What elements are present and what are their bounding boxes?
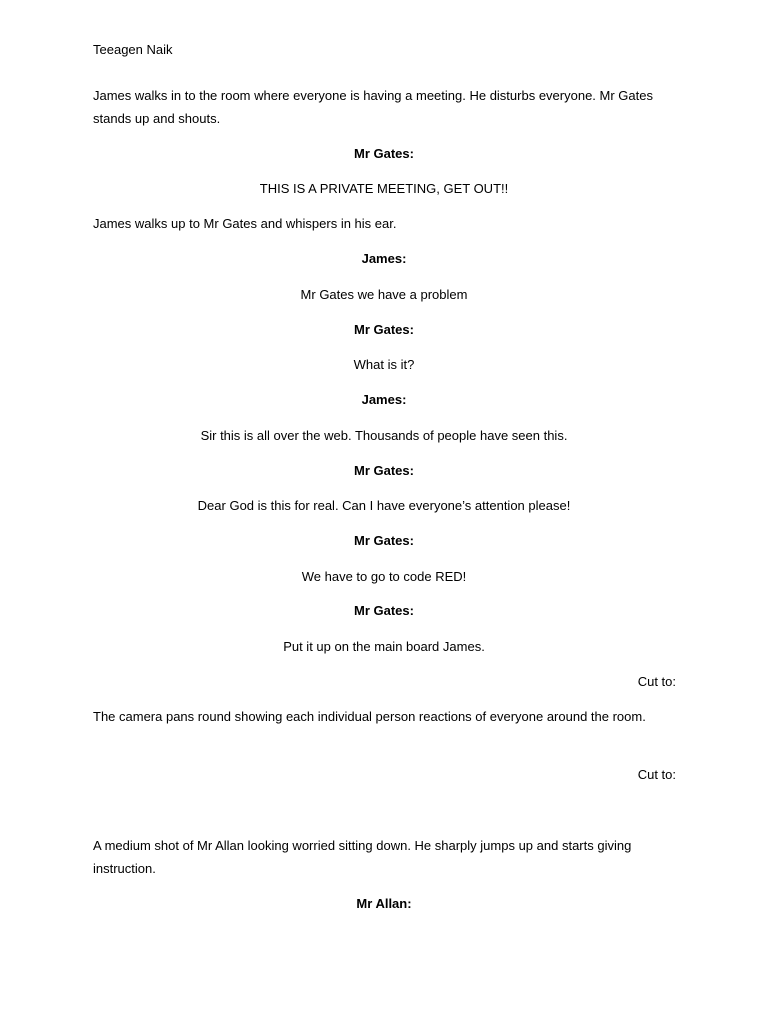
author-name: Teeagen Naik (93, 42, 173, 57)
action-paragraph: James walks in to the room where everyone is having a meeting. He disturbs everyone. Mr Gates stands up and shouts. (93, 88, 653, 126)
dialogue-line: Dear God is this for real. Can I have everyone’s attention please! (197, 498, 571, 513)
transition-label: Cut to: (637, 767, 676, 782)
action-paragraph: The camera pans round showing each individual person reactions of everyone around the room. (93, 709, 646, 724)
character-name: Mr Gates: (354, 322, 414, 337)
dialogue-line: Put it up on the main board James. (283, 639, 485, 654)
dialogue-line: We have to go to code RED! (301, 569, 467, 584)
character-name: Mr Gates: (354, 533, 414, 548)
character-name: Mr Gates: (354, 463, 414, 478)
character-name: James: (361, 392, 407, 407)
dialogue-line: Mr Gates we have a problem (300, 287, 468, 302)
dialogue-line: What is it? (353, 357, 415, 372)
transition-label: Cut to: (637, 674, 676, 689)
action-paragraph: James walks up to Mr Gates and whispers in his ear. (93, 216, 397, 231)
character-name: Mr Allan: (356, 896, 412, 911)
action-paragraph: A medium shot of Mr Allan looking worried sitting down. He sharply jumps up and starts giving instruction. (93, 838, 632, 876)
character-name: Mr Gates: (354, 146, 414, 161)
character-name: Mr Gates: (354, 603, 414, 618)
dialogue-line: Sir this is all over the web. Thousands of people have seen this. (200, 428, 568, 443)
dialogue-line: THIS IS A PRIVATE MEETING, GET OUT!! (259, 181, 509, 196)
character-name: James: (361, 251, 407, 266)
